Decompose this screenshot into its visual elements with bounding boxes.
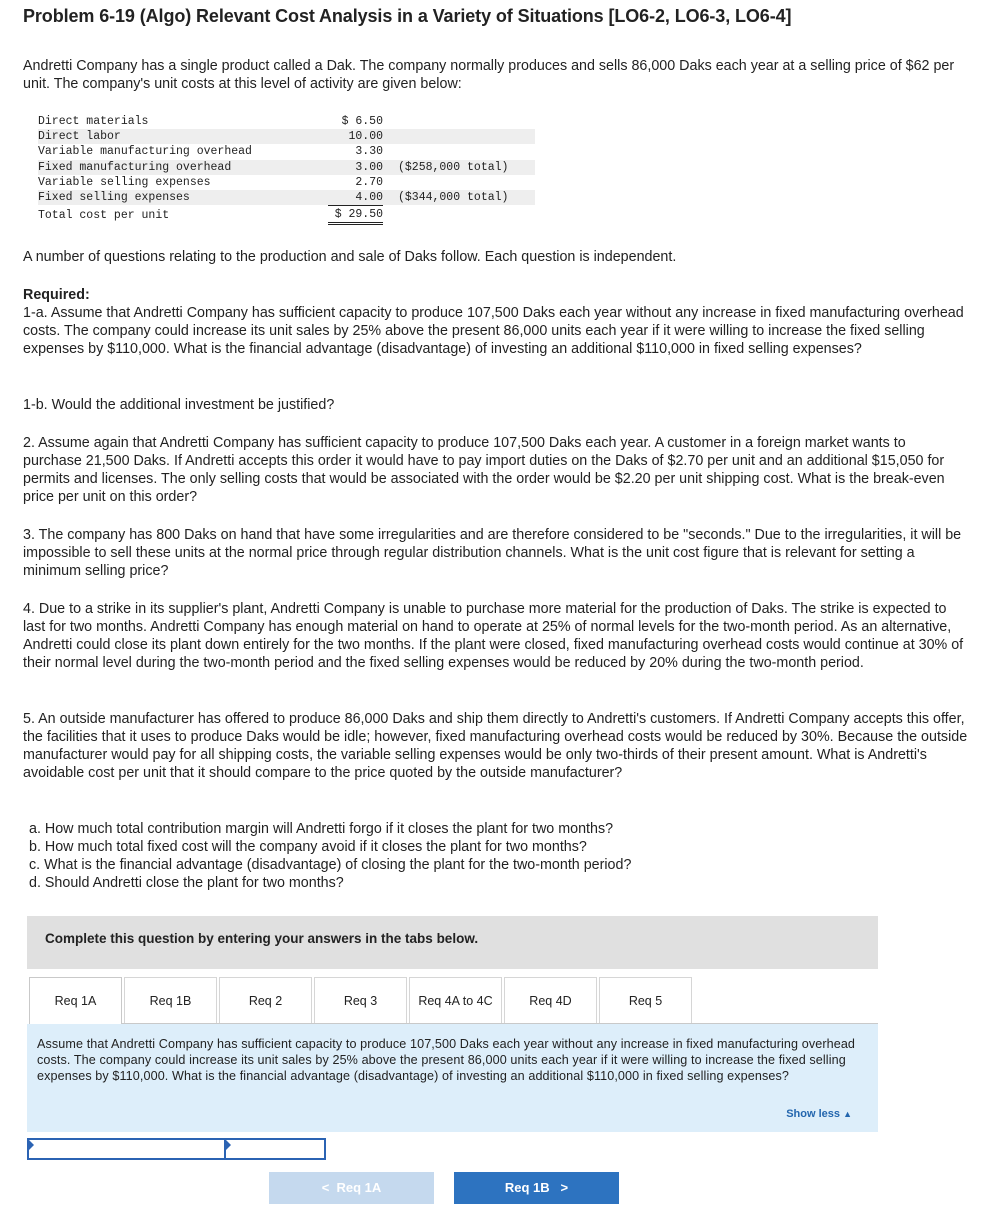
list-item: a. How much total contribution margin will Andretti forgo if it closes the plant for two months? <box>29 821 614 837</box>
tab-req-4d[interactable]: Req 4D <box>504 977 597 1023</box>
tab-req-1a[interactable]: Req 1A <box>29 977 122 1025</box>
next-button[interactable] <box>454 1172 619 1204</box>
unit-cost-table <box>38 114 535 223</box>
cost-label: Direct materials <box>38 115 149 128</box>
total-label: Total cost per unit <box>38 209 170 223</box>
cost-label: Direct labor <box>38 130 121 144</box>
instruction-banner <box>27 916 878 969</box>
input-marker-icon <box>226 1140 231 1150</box>
table-row <box>38 160 535 175</box>
cost-amount: 2.70 <box>355 175 383 189</box>
list-item: c. What is the financial advantage (disadvantage) of closing the plant for the two-month period? <box>29 857 632 873</box>
total-amount: $ 29.50 <box>334 208 383 222</box>
chevron-right-icon: > <box>560 1180 569 1195</box>
question-1a: 1-a. Assume that Andretti Company has sufficient capacity to produce 107,500 Daks each year without any increase in fixed manufacturing overhead costs. The company could increase its unit sales by 25% above the present 86,000 units each year if it were willing to increase the fixed selling expenses by $110,000. What is the financial advantage (disadvantage) of investing an additional $110,000 in fixed selling expenses? <box>23 305 964 357</box>
question-1b: 1-b. Would the additional investment be justified? <box>23 397 335 413</box>
table-row-total <box>38 208 535 223</box>
table-row <box>38 190 535 205</box>
prev-button-label: Req 1A <box>336 1180 382 1195</box>
question-2: 2. Assume again that Andretti Company has sufficient capacity to produce 107,500 Daks each year. A customer in a foreign market wants to purchase 21,500 Daks. If Andretti accepts this order it would have to pay import duties on the Daks of $2.70 per unit and an additional $15,050 for permits and licenses. The only selling costs that would be associated with the order would be $2.20 per unit shipping cost. What is the break-even price per unit on this order? <box>23 435 945 505</box>
show-less-label: Show less <box>786 1108 841 1120</box>
cost-amount: 3.00 <box>355 160 383 174</box>
cost-note: ($344,000 total) <box>398 190 509 204</box>
table-row <box>38 129 535 144</box>
prev-button[interactable] <box>269 1172 434 1204</box>
table-row <box>38 114 535 129</box>
instruction-text: Complete this question by entering your answers in the tabs below. <box>45 931 479 946</box>
tab-req-4a-to-4c[interactable]: Req 4A to 4C <box>409 977 502 1023</box>
cost-amount: 4.00 <box>355 190 383 204</box>
next-button-label: Req 1B <box>504 1180 550 1195</box>
sub-question-list <box>29 820 631 892</box>
question-3: 3. The company has 800 Daks on hand that have some irregularities and are therefore considered to be "seconds." Due to the irregularities, it will be impossible to sell these units at the normal price through regular distribution channels. What is the unit cost figure that is relevant for setting a minimum selling price? <box>23 527 962 579</box>
input-marker-icon <box>29 1140 34 1150</box>
up-triangle-icon: ▲ <box>843 1109 852 1119</box>
cost-label: Fixed manufacturing overhead <box>38 160 232 174</box>
intro-text: Andretti Company has a single product called a Dak. The company normally produces and sells 86,000 Daks each year at a selling price of $62 per unit. The company's unit costs at this level of activity are given below: <box>23 58 955 92</box>
tab-req-3[interactable]: Req 3 <box>314 977 407 1023</box>
question-panel <box>27 1024 878 1132</box>
cost-amount: $ 6.50 <box>341 115 383 128</box>
tab-req-2[interactable]: Req 2 <box>219 977 312 1023</box>
cost-label: Variable selling expenses <box>38 175 211 189</box>
required-heading: Required: <box>23 287 90 303</box>
answer-amount-input[interactable] <box>224 1138 326 1160</box>
cost-note: ($258,000 total) <box>398 160 509 174</box>
tab-req-5[interactable]: Req 5 <box>599 977 692 1023</box>
tab-req-1b[interactable]: Req 1B <box>124 977 217 1023</box>
page-title: Problem 6-19 (Algo) Relevant Cost Analysis in a Variety of Situations [LO6-2, LO6-3, LO6-4] <box>23 6 792 26</box>
answer-label-input[interactable] <box>27 1138 226 1160</box>
cost-label: Fixed selling expenses <box>38 190 190 204</box>
question-5: 5. An outside manufacturer has offered to produce 86,000 Daks and ship them directly to Andretti's customers. If Andretti Company accepts this offer, the facilities that it uses to produce Daks would be idle; however, fixed manufacturing overhead costs would be reduced by 30%. Because the outside manufacturer would pay for all shipping costs, the variable selling expenses would be only two-thirds of their present amount. What is Andretti's avoidable cost per unit that it should compare to the price quoted by the outside manufacturer? <box>23 711 968 781</box>
panel-question-text: Assume that Andretti Company has sufficient capacity to produce 107,500 Daks each year without any increase in fixed manufacturing overhead costs. The company could increase its unit sales by 25% above the present 86,000 units each year if it were willing to increase the fixed selling expenses by $110,000. What is the financial advantage (disadvantage) of investing an additional $110,000 in fixed selling expenses? <box>37 1037 856 1083</box>
table-row <box>38 144 535 159</box>
table-row <box>38 175 535 190</box>
list-item: d. Should Andretti close the plant for two months? <box>29 875 344 891</box>
chevron-left-icon: < <box>321 1180 330 1195</box>
cost-label: Variable manufacturing overhead <box>38 145 252 159</box>
question-4: 4. Due to a strike in its supplier's plant, Andretti Company is unable to purchase more material for the production of Daks. The strike is expected to last for two months. Andretti Company has enough material on hand to operate at 25% of normal levels for the two-month period. As an alternative, Andretti could close its plant down entirely for the two months. If the plant were closed, fixed manufacturing overhead costs would continue at 30% of their normal level during the two-month period and the fixed selling expenses would be reduced by 20% during the two-month period. <box>23 601 964 671</box>
cost-amount: 3.30 <box>355 145 383 159</box>
cost-amount: 10.00 <box>348 130 383 144</box>
list-item: b. How much total fixed cost will the company avoid if it closes the plant for two months? <box>29 839 587 855</box>
show-less-link[interactable] <box>786 1108 852 1120</box>
intro-text-2: A number of questions relating to the production and sale of Daks follow. Each question is independent. <box>23 249 677 265</box>
